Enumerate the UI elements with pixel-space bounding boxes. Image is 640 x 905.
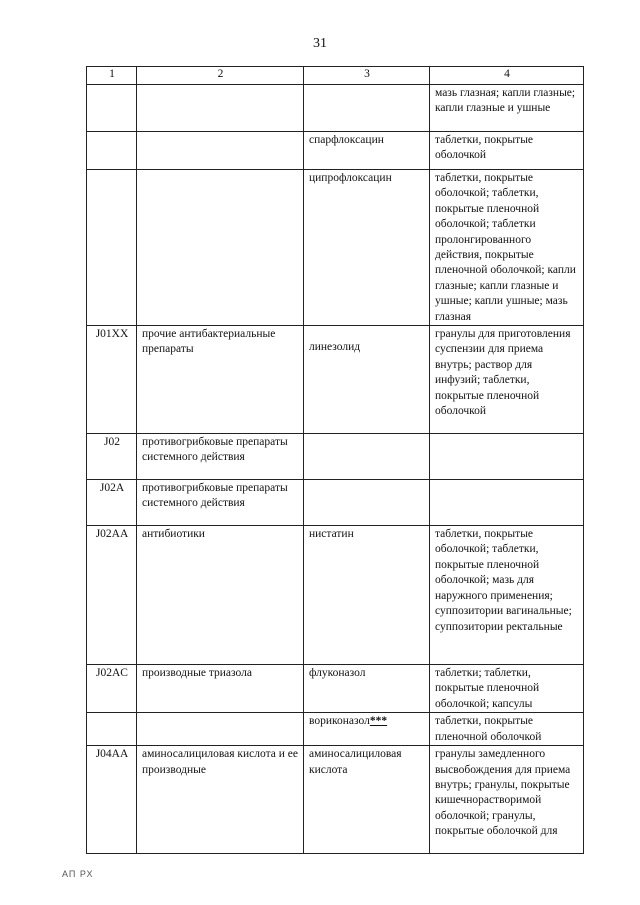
atc-code	[87, 132, 137, 170]
column-header-3: 3	[304, 67, 430, 85]
dosage-forms: таблетки, покрытые оболочкой; таблетки, покрытые пленочной оболочкой; таблетки пролонгированного действия, покрытые пленочной оболочкой; капли глазные; капли глазные и ушные; капли ушные; мазь глазная	[430, 170, 584, 326]
pharmacological-group: прочие антибактериальные препараты	[137, 326, 304, 434]
table-row	[87, 85, 584, 132]
table-row	[87, 665, 584, 713]
table-row	[87, 713, 584, 746]
active-substance: ципрофлоксацин	[304, 170, 430, 326]
table-row	[87, 526, 584, 665]
atc-code: J02A	[87, 480, 137, 526]
pharmacological-group: противогрибковые препараты системного действия	[137, 480, 304, 526]
table-row	[87, 170, 584, 326]
atc-code: J01XX	[87, 326, 137, 434]
atc-code: J02AA	[87, 526, 137, 665]
dosage-forms: гранулы замедленного высвобождения для приема внутрь; гранулы, покрытые кишечнорастворимой оболочкой; гранулы, покрытые оболочкой для	[430, 746, 584, 854]
footer-mark: АП РХ	[62, 869, 94, 879]
dosage-forms: мазь глазная; капли глазные; капли глазные и ушные	[430, 85, 584, 132]
dosage-forms	[430, 480, 584, 526]
column-header-4: 4	[430, 67, 584, 85]
dosage-forms: гранулы для приготовления суспензии для приема внутрь; раствор для инфузий; таблетки, покрытые пленочной оболочкой	[430, 326, 584, 434]
active-substance: нистатин	[304, 526, 430, 665]
column-header-2: 2	[137, 67, 304, 85]
pharmacological-group: производные триазола	[137, 665, 304, 713]
active-substance-cell	[304, 713, 430, 746]
active-substance: линезолид	[304, 326, 430, 434]
atc-code	[87, 713, 137, 746]
table-row	[87, 326, 584, 434]
active-substance	[304, 480, 430, 526]
column-header-1: 1	[87, 67, 137, 85]
atc-code	[87, 170, 137, 326]
table-row	[87, 746, 584, 854]
active-substance: флуконазол	[304, 665, 430, 713]
atc-code: J04AA	[87, 746, 137, 854]
pharmacological-group: аминосалициловая кислота и ее производные	[137, 746, 304, 854]
active-substance: спарфлоксацин	[304, 132, 430, 170]
atc-code	[87, 85, 137, 132]
dosage-forms: таблетки; таблетки, покрытые пленочной оболочкой; капсулы	[430, 665, 584, 713]
table-row	[87, 132, 584, 170]
active-substance: аминосалициловая кислота	[304, 746, 430, 854]
medicines-table	[86, 66, 584, 854]
active-substance: вориконазол	[309, 715, 370, 728]
page-number: 31	[313, 36, 327, 51]
atc-code: J02	[87, 434, 137, 480]
pharmacological-group	[137, 85, 304, 132]
active-substance	[304, 85, 430, 132]
pharmacological-group: антибиотики	[137, 526, 304, 665]
pharmacological-group	[137, 713, 304, 746]
footnote-mark: ***	[369, 715, 388, 728]
pharmacological-group	[137, 170, 304, 326]
pharmacological-group: противогрибковые препараты системного действия	[137, 434, 304, 480]
table-row	[87, 434, 584, 480]
dosage-forms	[430, 434, 584, 480]
table-row	[87, 480, 584, 526]
dosage-forms: таблетки, покрытые оболочкой; таблетки, покрытые пленочной оболочкой; мазь для наружного применения; суппозитории вагинальные; суппозитории ректальные	[430, 526, 584, 665]
dosage-forms: таблетки, покрытые оболочкой	[430, 132, 584, 170]
active-substance	[304, 434, 430, 480]
table-header-row	[87, 67, 584, 85]
dosage-forms: таблетки, покрытые пленочной оболочкой	[430, 713, 584, 746]
atc-code: J02AC	[87, 665, 137, 713]
pharmacological-group	[137, 132, 304, 170]
